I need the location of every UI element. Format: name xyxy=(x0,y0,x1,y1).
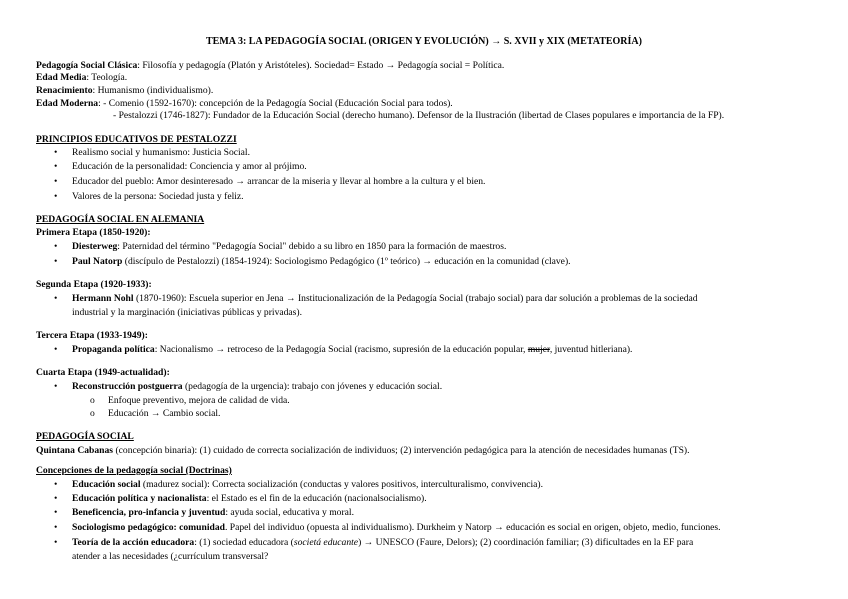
bullet-icon: • xyxy=(54,537,58,548)
etapa-3: Tercera Etapa (1933-1949): xyxy=(36,330,148,341)
document-page: TEMA 3: LA PEDAGOGÍA SOCIAL (ORIGEN Y EVOLUCIÓN) → S. XVII y XIX (METATEORÍA) Pedagogía Social Clásica: Filosofía y pedagogía (Platón y Aristóteles). Sociedad= Estado → Pedagogía social = Política. Edad Media: Teología. Renacimiento: Humanismo (individualismo). Edad Moderna: - Comenio (1592-1670): concepción de la Pedagogía Social (Educación Social para todos). - Pestalozzi (1746-1827): Fundador de la Educación Social (derecho humano). Defensor de la Ilustración (libertad de Clases populares e importancia de la FP). PRINCIPIOS EDUCATIVOS DE PESTALOZZI • Realismo social y humanismo: Justicia Social. • Educación de la personalidad: Conciencia y amor al prójimo. • Educador del pueblo: Amor desinteresado → arrancar de la miseria y llevar al hombre a la cultura y el bien. • Valores de la persona: Sociedad justa y feliz. PEDAGOGÍA SOCIAL EN ALEMANIA Primera Etapa (1850-1920): • Diesterweg: Paternidad del término "Pedagogía Social" debido a su libro en 1850 para la formación de maestros. • Paul Natorp (discípulo de Pestalozzi) (1854-1924): Sociologismo Pedagógico (1º teórico) → educación en la comunidad (clave). Segunda Etapa (1920-1933): • Hermann Nohl (1870-1960): Escuela superior en Jena → Institucionalización de la Pedagogía Social (trabajo social) para dar solución a problemas de la sociedad industrial y la marginación (iniciativas públicas y privadas). Tercera Etapa (1933-1949): • Propaganda política: Nacionalismo → retroceso de la Pedagogía Social (racismo, supresión de la educación popular, mujer, juventud hitleriana). Cuarta Etapa (1949-actualidad): • Reconstrucción postguerra (pedagogía de la urgencia): trabajo con jóvenes y educación social. o Enfoque preventivo, mejora de calidad de vida. o Educación → Cambio social. PEDAGOGÍA SOCIAL Quintana Cabanas (concepción binaria): (1) cuidado de correcta socialización de individuos; (2) intervención pedagógica para la atención de necesidades humanas (TS). Concepciones de la pedagogía social (Doctrinas) • Educación social (madurez social): Correcta socialización (conductas y valores positivos, interculturalismo, convivencia). • Educación política y nacionalista: el Estado es el fin de la educación (nacionalsocialismo). • Beneficencia, pro-infancia y juventud: ayuda social, educativa y moral. • Sociologismo pedagógico: comunidad. Papel del individuo (opuesta al individualismo). Durkheim y Natorp → educación es social en origen, objeto, medio, funciones. • Teoría de la acción educadora: (1) sociedad educadora (societá educante) → UNESCO (Faure, Delors); (2) coordinación familiar; (3) dificultades en la EF para atender a las necesidades (¿currículum transversal? xyxy=(0,0,848,599)
clasica-label: Pedagogía Social Clásica xyxy=(36,60,138,71)
bullet-icon: • xyxy=(54,293,58,304)
bullet-icon: • xyxy=(54,161,58,172)
intro-moderna-2 xyxy=(113,110,724,122)
bullet-icon: • xyxy=(54,493,58,504)
intro-renacimiento xyxy=(36,85,213,97)
intro-moderna xyxy=(36,98,453,110)
bullet-icon: • xyxy=(54,241,58,252)
bullet-icon: • xyxy=(54,147,58,158)
pedsocial-heading: PEDAGOGÍA SOCIAL xyxy=(36,431,134,442)
clasica-text: : Filosofía y pedagogía (Platón y Aristóteles). Sociedad= Estado → Pedagogía social = Política. xyxy=(137,60,505,71)
moderna-text-2: - Pestalozzi (1746-1827): Fundador de la Educación Social (derecho humano). Defensor de la Ilustración (libertad de Clases populares e importancia de la FP). xyxy=(113,110,725,121)
intro-clasica xyxy=(36,60,504,72)
bullet-icon: • xyxy=(54,344,58,355)
medieval-text: : Teología. xyxy=(86,72,128,83)
renac-label: Renacimiento xyxy=(36,85,93,96)
page-title: TEMA 3: LA PEDAGOGÍA SOCIAL (ORIGEN Y EVOLUCIÓN) → S. XVII y XIX (METATEORÍA) xyxy=(206,36,642,47)
bullet-icon: • xyxy=(54,256,58,267)
bullet-icon: • xyxy=(54,522,58,533)
teoria-continuation: atender a las necesidades (¿currículum transversal? xyxy=(72,551,269,562)
etapa-1: Primera Etapa (1850-1920): xyxy=(36,227,151,238)
bullet-icon: • xyxy=(54,479,58,490)
alemania-heading: PEDAGOGÍA SOCIAL EN ALEMANIA xyxy=(36,214,205,225)
bullet-icon: • xyxy=(54,381,58,392)
circle-bullet-icon: o xyxy=(90,408,95,419)
circle-bullet-icon: o xyxy=(90,395,95,406)
moderna-label: Edad Moderna xyxy=(36,98,99,109)
etapa-2-continuation: industrial y la marginación (iniciativas públicas y privadas). xyxy=(72,307,303,318)
medieval-label: Edad Media xyxy=(36,72,87,83)
bullet-icon: • xyxy=(54,176,58,187)
renac-text: : Humanismo (individualismo). xyxy=(92,85,214,96)
concepciones-heading: Concepciones de la pedagogía social (Doctrinas) xyxy=(36,465,232,476)
pestalozzi-heading: PRINCIPIOS EDUCATIVOS DE PESTALOZZI xyxy=(36,134,237,145)
quintana-line: Quintana Cabanas (concepción binaria): (1) cuidado de correcta socialización de individuos; (2) intervención pedagógica para la atención de necesidades humanas (TS). xyxy=(36,445,690,456)
etapa-4: Cuarta Etapa (1949-actualidad): xyxy=(36,367,170,378)
moderna-text-1: : - Comenio (1592-1670): concepción de la Pedagogía Social (Educación Social para todos). xyxy=(98,98,453,109)
intro-medieval xyxy=(36,72,127,84)
bullet-icon: • xyxy=(54,507,58,518)
etapa-2: Segunda Etapa (1920-1933): xyxy=(36,279,152,290)
bullet-icon: • xyxy=(54,191,58,202)
